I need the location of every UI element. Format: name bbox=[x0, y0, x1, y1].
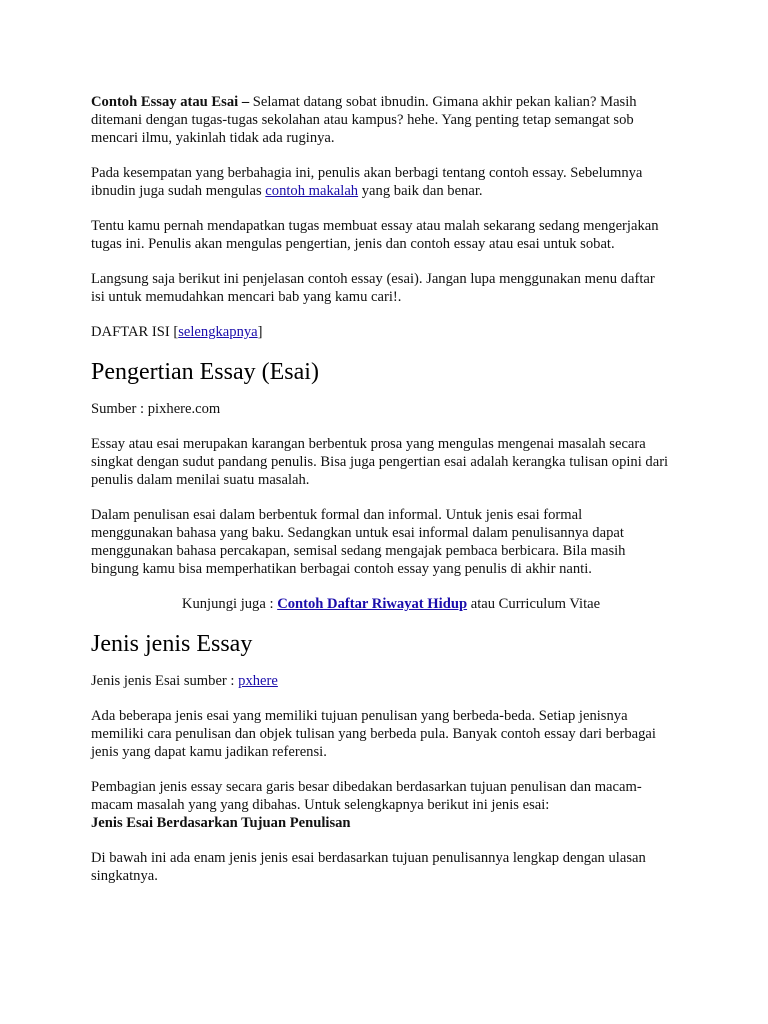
contoh-makalah-link[interactable]: contoh makalah bbox=[265, 183, 359, 199]
subheading-tujuan: Jenis Esai Berdasarkan Tujuan Penulisan bbox=[91, 815, 351, 831]
heading-pengertian: Pengertian Essay (Esai) bbox=[91, 359, 319, 385]
visit-after: atau Curriculum Vitae bbox=[467, 596, 601, 612]
toc-close: ] bbox=[257, 324, 263, 340]
formal-informal-paragraph: Dalam penulisan esai dalam berbentuk formal dan informal. Untuk jenis esai formal menggunakan bahasa yang baku. Sedangkan untuk esai informal dalam penulisannya dapat menggunakan bahasa percakapan, semisal sedang mengajak pembaca berbicara. Bila masih bingung kamu bisa memperhatikan berbagai contoh essay yang penulis di akhir nanti. bbox=[91, 507, 626, 577]
paragraph-2-text: Pada kesempatan yang berbahagia ini, penulis akan berbagi tentang contoh essay. Sebelumnya ibnudin juga sudah mengulas bbox=[91, 165, 643, 199]
table-of-contents bbox=[91, 323, 691, 341]
paragraph-2-end: yang baik dan benar. bbox=[358, 183, 483, 199]
jenis-paragraph-1: Ada beberapa jenis esai yang memiliki tujuan penulisan yang berbeda-beda. Setiap jenisnya memiliki cara penulisan dan objek tulisan yang berbeda pula. Banyak contoh essay dari berbagai jenis yang dapat kamu jadikan referensi. bbox=[91, 708, 656, 760]
intro-paragraph bbox=[91, 93, 651, 147]
jenis-paragraph-3: Di bawah ini ada enam jenis jenis esai berdasarkan tujuan penulisannya lengkap dengan ulasan singkatnya. bbox=[91, 850, 646, 884]
definition-paragraph: Essay atau esai merupakan karangan berbentuk prosa yang mengulas mengenai masalah secara singkat dengan sudut pandang penulis. Bisa juga pengertian esai adalah kerangka tulisan opini dari penulis dalam menilai suatu masalah. bbox=[91, 436, 669, 488]
pxhere-link[interactable]: pxhere bbox=[238, 673, 278, 689]
jenis-source-caption bbox=[91, 672, 691, 690]
visit-also bbox=[91, 595, 691, 613]
document-page bbox=[91, 93, 691, 885]
toc-more-link[interactable]: selengkapnya bbox=[178, 324, 258, 340]
heading-jenis: Jenis jenis Essay bbox=[91, 631, 253, 657]
intro-lead: Contoh Essay atau Esai – bbox=[91, 94, 250, 110]
jenis-source-label: Jenis jenis Esai sumber : bbox=[91, 673, 239, 689]
source-caption: Sumber : pixhere.com bbox=[91, 401, 221, 417]
visit-label: Kunjungi juga : bbox=[181, 596, 278, 612]
jenis-paragraph-2: Pembagian jenis essay secara garis besar dibedakan berdasarkan tujuan penulisan dan macam-macam masalah yang yang dibahas. Untuk selengkapnya berikut ini jenis esai: bbox=[91, 779, 642, 813]
paragraph-4: Langsung saja berikut ini penjelasan contoh essay (esai). Jangan lupa menggunakan menu daftar isi untuk memudahkan mencari bab yang kamu cari!. bbox=[91, 271, 655, 305]
toc-label: DAFTAR ISI [ bbox=[91, 324, 179, 340]
paragraph-3: Tentu kamu pernah mendapatkan tugas membuat essay atau malah sekarang sedang mengerjakan tugas ini. Penulis akan mengulas pengertian, jenis dan contoh essay atau esai untuk sobat. bbox=[91, 218, 659, 252]
paragraph-2 bbox=[91, 164, 671, 200]
intro-text: Selamat datang sobat ibnudin. Gimana akhir pekan kalian? Masih ditemani dengan tugas-tugas sekolahan atau kampus? hehe. Yang penting tetap semangat sob mencari ilmu, yakinlah tidak ada ruginya. bbox=[91, 94, 637, 146]
riwayat-hidup-link[interactable]: Contoh Daftar Riwayat Hidup bbox=[277, 596, 468, 612]
